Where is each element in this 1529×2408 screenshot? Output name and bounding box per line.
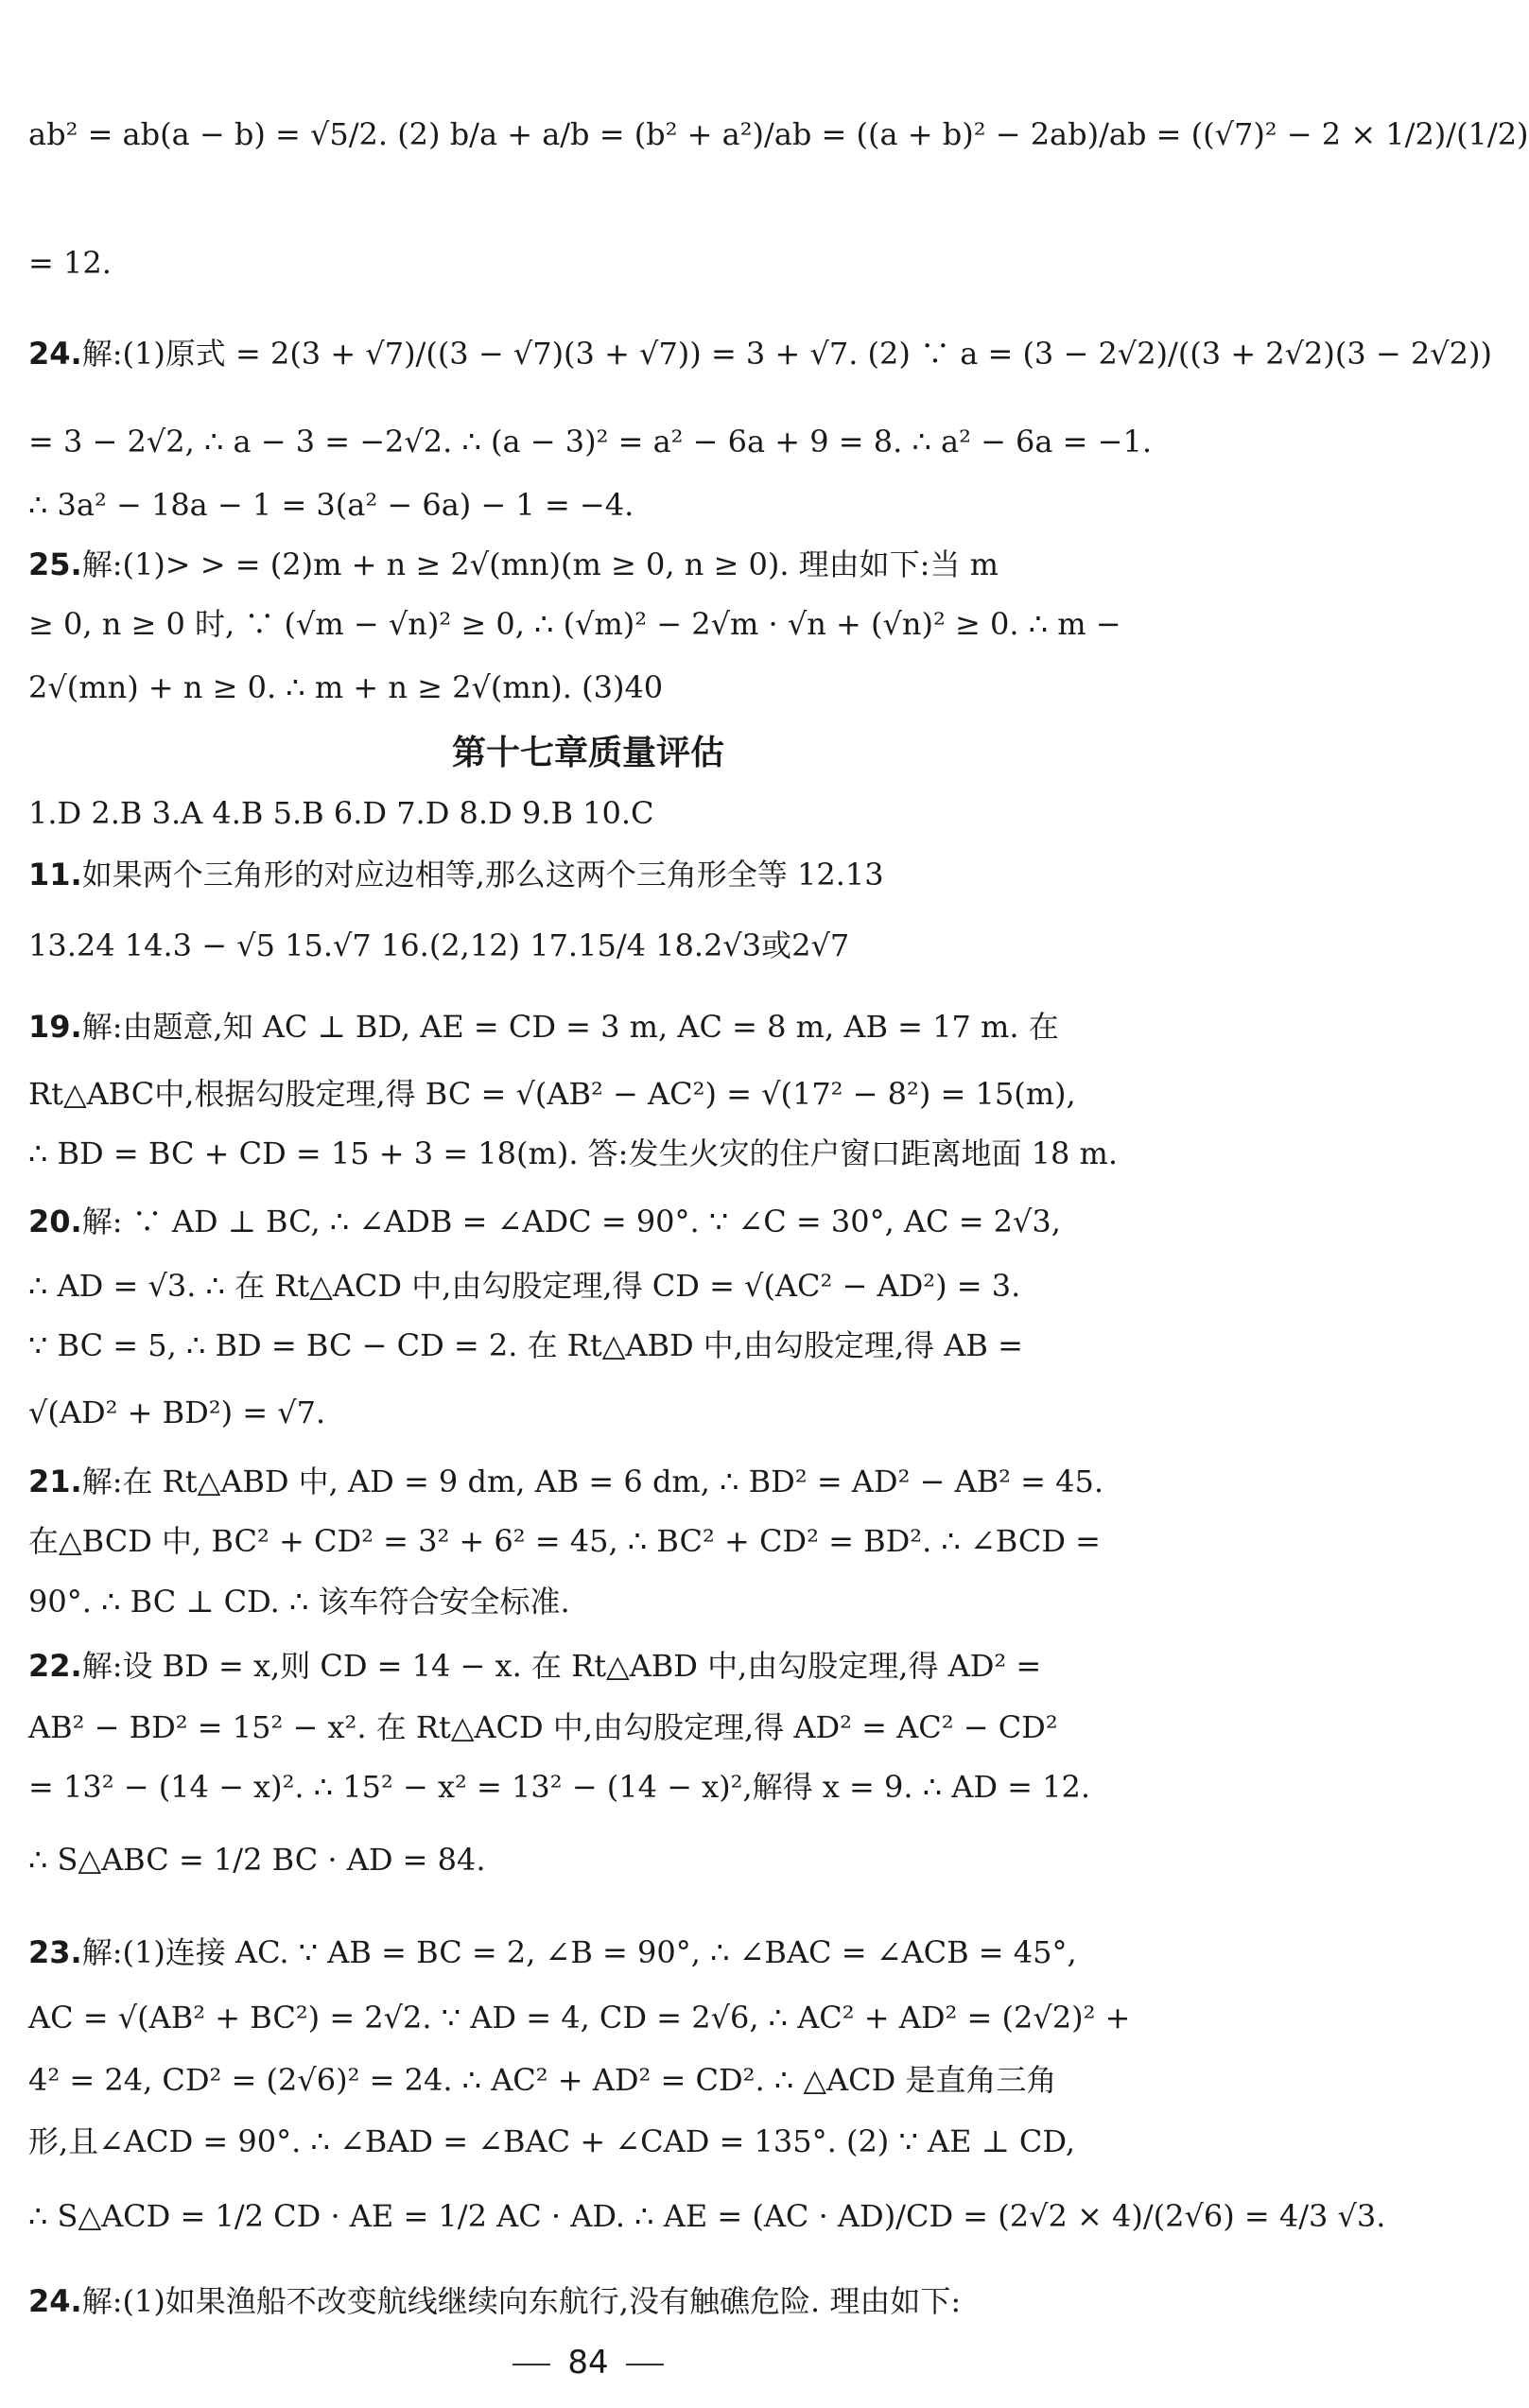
text-line: 24.解:(1)如果渔船不改变航线继续向东航行,没有触礁危险. 理由如下: [28, 2283, 962, 2319]
text-line: = 12. [28, 245, 112, 281]
page-number-text: 84 [567, 2344, 609, 2382]
text-line: = 13² − (14 − x)². ∴ 15² − x² = 13² − (14 − x)²,解得 x = 9. ∴ AD = 12. [28, 1769, 1091, 1805]
text-line: ∴ S△ACD = 1/2 CD · AE = 1/2 AC · AD. ∴ AE = (AC · AD)/CD = (2√2 × 4)/(2√6) = 4/3 √3. [28, 2198, 1386, 2234]
text-line: √(AD² + BD²) = √7. [28, 1395, 326, 1430]
text-line: Rt△ABC中,根据勾股定理,得 BC = √(AB² − AC²) = √(17² − 8²) = 15(m), [28, 1076, 1076, 1112]
text-line: 20.解: ∵ AD ⊥ BC, ∴ ∠ADB = ∠ADC = 90°. ∵ ∠C = 30°, AC = 2√3, [28, 1204, 1061, 1239]
text-line: ≥ 0, n ≥ 0 时, ∵ (√m − √n)² ≥ 0, ∴ (√m)² − 2√m · √n + (√n)² ≥ 0. ∴ m − [28, 606, 1121, 642]
text-line: 2√(mn) + n ≥ 0. ∴ m + n ≥ 2√(mn). (3)40 [28, 669, 664, 705]
text-line: AB² − BD² = 15² − x². 在 Rt△ACD 中,由勾股定理,得 AD² = AC² − CD² [28, 1709, 1058, 1745]
text-line: 23.解:(1)连接 AC. ∵ AB = BC = 2, ∠B = 90°, ∴ ∠BAC = ∠ACB = 45°, [28, 1934, 1077, 1970]
text-line: 21.解:在 Rt△ABD 中, AD = 9 dm, AB = 6 dm, ∴ BD² = AD² − AB² = 45. [28, 1464, 1104, 1499]
text-line: 25.解:(1)> > = (2)m + n ≥ 2√(mn)(m ≥ 0, n ≥ 0). 理由如下:当 m [28, 546, 999, 582]
text-line: 24.解:(1)原式 = 2(3 + √7)/((3 − √7)(3 + √7)) = 3 + √7. (2) ∵ a = (3 − 2√2)/((3 + 2√2)(3 − 2√2)) [28, 336, 1492, 372]
page-number [0, 2342, 1176, 2383]
text-line: ∴ AD = √3. ∴ 在 Rt△ACD 中,由勾股定理,得 CD = √(AC² − AD²) = 3. [28, 1268, 1021, 1304]
text-line: ∴ S△ABC = 1/2 BC · AD = 84. [28, 1842, 486, 1878]
text-line: 形,且∠ACD = 90°. ∴ ∠BAD = ∠BAC + ∠CAD = 135°. (2) ∵ AE ⊥ CD, [28, 2123, 1076, 2159]
text-line: 19.解:由题意,知 AC ⊥ BD, AE = CD = 3 m, AC = 8 m, AB = 17 m. 在 [28, 1009, 1059, 1045]
page-number-dash [626, 2364, 664, 2365]
text-line: ∴ BD = BC + CD = 15 + 3 = 18(m). 答:发生火灾的住户窗口距离地面 18 m. [28, 1135, 1119, 1171]
chapter-heading: 第十七章质量评估 [451, 734, 724, 772]
text-line: 1.D 2.B 3.A 4.B 5.B 6.D 7.D 8.D 9.B 10.C [28, 795, 654, 831]
text-line: 在△BCD 中, BC² + CD² = 3² + 6² = 45, ∴ BC² + CD² = BD². ∴ ∠BCD = [28, 1523, 1101, 1559]
text-line: = 3 − 2√2, ∴ a − 3 = −2√2. ∴ (a − 3)² = a² − 6a + 9 = 8. ∴ a² − 6a = −1. [28, 424, 1152, 459]
text-line: 4² = 24, CD² = (2√6)² = 24. ∴ AC² + AD² = CD². ∴ △ACD 是直角三角 [28, 2062, 1057, 2098]
text-line: ∵ BC = 5, ∴ BD = BC − CD = 2. 在 Rt△ABD 中,由勾股定理,得 AB = [28, 1327, 1023, 1363]
page-number-dash [513, 2364, 550, 2365]
text-line: ab² = ab(a − b) = √5/2. (2) b/a + a/b = (b² + a²)/ab = ((a + b)² − 2ab)/ab = ((√7)² − 2 × 1/2)/(1/2) [28, 116, 1529, 152]
text-line: 13.24 14.3 − √5 15.√7 16.(2,12) 17.15/4 18.2√3或2√7 [28, 927, 850, 963]
text-line: 11.如果两个三角形的对应边相等,那么这两个三角形全等 12.13 [28, 857, 884, 892]
text-line: AC = √(AB² + BC²) = 2√2. ∵ AD = 4, CD = 2√6, ∴ AC² + AD² = (2√2)² + [28, 2000, 1131, 2036]
text-line: 90°. ∴ BC ⊥ CD. ∴ 该车符合安全标准. [28, 1584, 570, 1620]
text-line: 22.解:设 BD = x,则 CD = 14 − x. 在 Rt△ABD 中,由勾股定理,得 AD² = [28, 1648, 1042, 1684]
text-line: ∴ 3a² − 18a − 1 = 3(a² − 6a) − 1 = −4. [28, 487, 634, 523]
